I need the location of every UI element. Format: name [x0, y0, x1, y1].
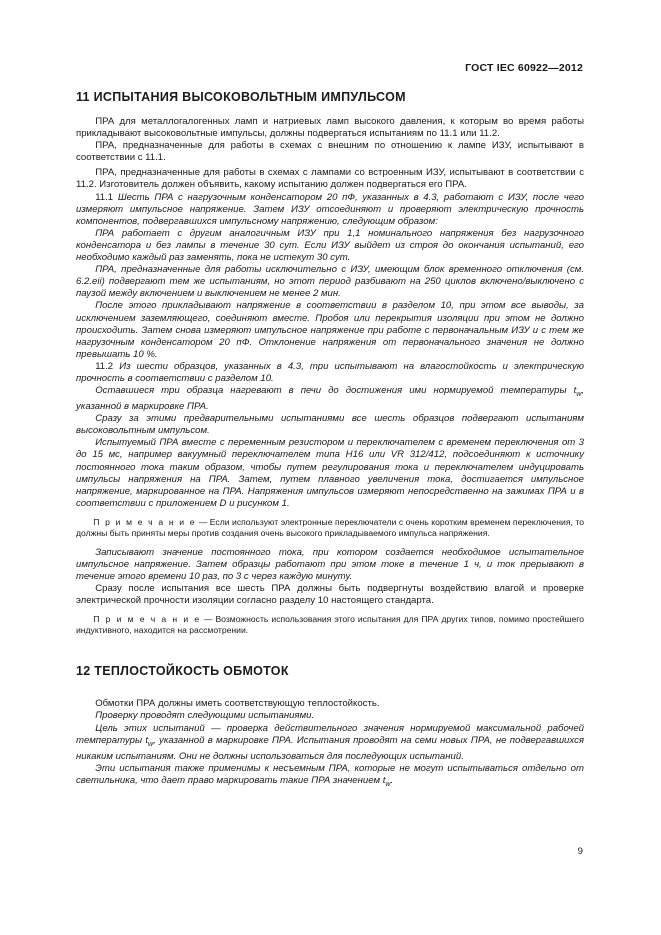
paragraph-11-1: 11.1 Шесть ПРА с нагрузочным конденсатором 20 пФ, указанных в 4.3, работают с ИЗУ, после чего измеряют импульсное напряжение. Затем ИЗУ отсоединяют и проверяют электрическую прочность компонентов, подвергавшихся импульсному напряжению, следующим образом: — [76, 191, 584, 227]
note: П р и м е ч а н и е — Возможность использования этого испытания для ПРА других типов, помимо простейшего индуктивного, находится на рассмотрении. — [76, 614, 585, 636]
paragraph-11-2: 11.2 Из шести образцов, указанных в 4.3, три испытывают на влагостойкость и электрическую прочность в соответствии с разделом 10. — [76, 360, 584, 384]
section-11-title: 11 ИСПЫТАНИЯ ВЫСОКОВОЛЬТНЫМ ИМПУЛЬСОМ — [76, 90, 406, 104]
paragraph: Испытуемый ПРА вместе с переменным резистором и переключателем с временем переключения от 3 до 15 мс, например вакуумный переключателем типа H16 или VR 312/412, подсоединяют к источнику постоянного тока таким образом, чтобы путем регулирования тока и переключателем индуцировать импульсы напряжения на ПРА. Затем, путем плавного увеличения тока, достигается импульсное напряжение, маркированное на ПРА. Напряжения импульсов измеряют непосредственно на зажимах ПРА и в соответствии с приложением D и рисунком 1. — [76, 437, 584, 509]
paragraph: Цель этих испытаний — проверка действительного значения нормируемой максимальной рабочей температуры $t_w$, указанной в маркировке ПРА. Испытания проводят на семи новых ПРА, не подвергавшихся никаким испытаниям. Они не должны использоваться для последующих испытаний. — [76, 722, 584, 762]
paragraph: ПРА, предназначенные для работы исключительно с ИЗУ, имеющим блок временного отключения (см. 6.2.eii) подвергают тем же испытаниям, но этот период разбивают на 250 циклов включено/выключено с паузой между включением и выключением не менее 2 мин. — [76, 264, 584, 300]
note: П р и м е ч а н и е — Если используют электронные переключатели с очень коротким временем переключения, то должны быть приняты меры против создания очень высокого прикладываемого импульса напряжения. — [76, 516, 585, 538]
section-12-title: 12 ТЕПЛОСТОЙКОСТЬ ОБМОТОК — [76, 664, 289, 679]
paragraph: Проверку проводят следующими испытаниями. — [95, 710, 315, 722]
page-content — [76, 90, 584, 791]
paragraph: Обмотки ПРА должны иметь соответствующую теплостойкость. — [95, 698, 380, 710]
standard-code: ГОСТ IEC 60922—2012 — [465, 62, 583, 74]
page-number: 9 — [577, 846, 583, 857]
paragraph: Сразу за этими предварительными испытаниями все шесть образцов подвергают испытаниям высоковольтным импульсом. — [76, 413, 584, 437]
paragraph: ПРА, предназначенные для работы в схемах с лампами со встроенным ИЗУ, испытывают в соответствии с 11.2. Изготовитель должен объявить, какому испытанию должен подвергаться его ПРА. — [76, 167, 584, 191]
paragraph: Эти испытания также применимы к несъемным ПРА, которые не могут испытываться отдельно от светильника, что дает право маркировать такие ПРА значением $t_w$. — [76, 762, 584, 788]
paragraph: ПРА работает с другим аналогичным ИЗУ при 1,1 номинального напряжения без нагрузочного конденсатора и без лампы в течение 30 сут. Если ИЗУ выйдет из строя до окончания испытаний, его необходимо каждый раз заменять, пока не истекут 30 сут. — [76, 227, 584, 264]
paragraph: ПРА для металлогалогенных ламп и натриевых ламп высокого давления, к которым во время работы прикладывают высоковольтные импульсы, должны подвергаться испытаниям по 11.1 или 11.2. — [76, 116, 584, 140]
paragraph: Записывают значение постоянного тока, при котором создается необходимое испытательное импульсное напряжение. Затем образцы работают при этом токе в течение 1 ч, и ток прерывают в течение этого времени 10 раз, по 3 с через каждую минуту. — [76, 546, 584, 583]
paragraph: После этого прикладывают напряжение в соответствии в разделом 10, при этом все выводы, за исключением заземляющего, соединяют вместе. Пробоя или перекрытия изоляции при этом не должно происходить. Затем снова измеряют импульсное напряжение при работе с первоначальным ИЗУ и с тем же нагрузочным конденсатором 20 пФ. Отклонение напряжения от первоначального значения не должно превышать 10 %. — [76, 300, 584, 360]
paragraph: Сразу после испытания все шесть ПРА должны быть подвергнуты воздействию влагой и проверке электрической прочности изоляции согласно разделу 10 настоящего стандарта. — [76, 583, 584, 607]
paragraph: Оставшиеся три образца нагревают в печи до достижения ими нормируемой температуры $t_w$, указанной в маркировке ПРА. — [76, 385, 584, 413]
paragraph: ПРА, предназначенные для работы в схемах с внешним по отношению к лампе ИЗУ, испытывают в соответствии с 11.1. — [76, 140, 584, 164]
